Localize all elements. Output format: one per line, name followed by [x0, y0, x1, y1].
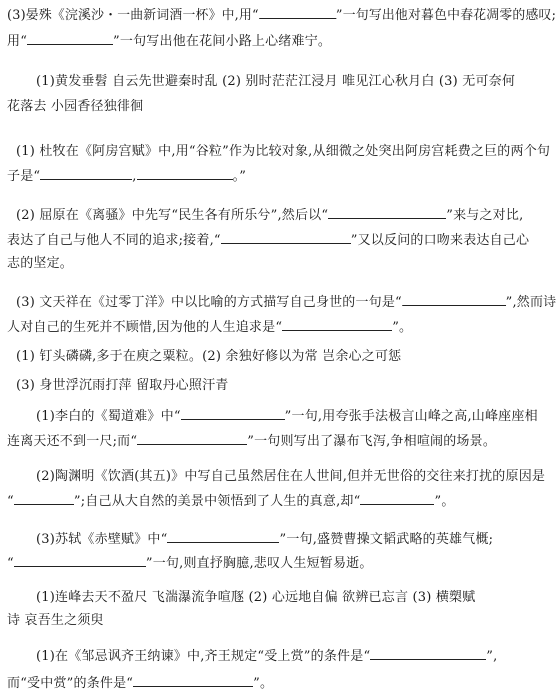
text-segment: “ [7, 494, 14, 509]
text-segment: 人对自己的生死并不顾惜,因为他的人生追求是“ [7, 320, 283, 335]
text-segment: ”。 [392, 320, 413, 335]
text-segment: 志的坚定。 [7, 256, 74, 271]
answer-blank[interactable] [259, 6, 336, 19]
q2-taoyuanming-line-2 [7, 492, 455, 510]
answer-blank[interactable] [40, 167, 132, 180]
q2-quyuan-line-1 [16, 206, 523, 224]
text-segment: ”;自己从大自然的美景中领悟到了人生的真意,却“ [73, 494, 361, 509]
text-segment: (1)连峰去天不盈尺 飞湍瀑流争喧豗 (2) 心远地自偏 欲辨已忘言 (3) 横槊赋 [36, 590, 476, 605]
answer-key-line-4 [16, 377, 228, 395]
q1-libai-line-2 [7, 432, 496, 450]
text-segment: (3) 文天祥在《过零丁洋》中以比喻的方式描写自己身世的一句是“ [16, 295, 402, 310]
answer-blank[interactable] [370, 647, 486, 660]
q3-wentianxiang-line-2 [7, 318, 412, 336]
q1-libai-line-1 [36, 407, 538, 425]
text-segment: (2)陶渊明《饮酒(其五)》中写自己虽然居住在人世间,但并无世俗的交往来打扰的原因是 [36, 469, 546, 484]
answer-key-line-3 [16, 348, 401, 366]
text-segment: (1) 钉头磷磷,多于在庾之粟粒。(2) 余独好修以为常 岂余心之可惩 [16, 349, 402, 364]
text-segment: (3) 身世浮沉雨打萍 留取丹心照汗青 [16, 378, 229, 393]
answer-blank[interactable] [137, 432, 247, 445]
answer-blank[interactable] [328, 206, 446, 219]
answer-blank[interactable] [14, 492, 74, 505]
q3-sushi-line-2 [7, 554, 373, 572]
text-segment: (1)黄发垂髫 自云先世避秦时乱 (2) 别时茫茫江浸月 唯见江心秋月白 (3) 无可奈何 [36, 74, 516, 89]
q1-zouji-line-1 [36, 647, 497, 665]
text-segment: ”,然而诗 [505, 295, 557, 310]
q1-dumu-line-2 [7, 167, 246, 185]
answer-blank[interactable] [14, 554, 146, 567]
text-segment: 连离天还不到一尺;而“ [7, 434, 138, 449]
text-segment: ”一句,用夸张手法极言山峰之高,山峰座座相 [284, 409, 538, 424]
answer-blank[interactable] [27, 32, 113, 45]
text-segment: (3)苏轼《赤壁赋》中“ [36, 532, 168, 547]
text-segment: ”一句则写出了瀑布飞泻,争相喧闹的场景。 [247, 434, 497, 449]
text-segment: ”一句,则直抒胸臆,悲叹人生短暂易逝。 [145, 556, 373, 571]
answer-blank[interactable] [181, 407, 285, 420]
answer-blank[interactable] [167, 530, 279, 543]
q3-sushi-line-1 [36, 530, 493, 548]
text-segment: 子是“ [7, 169, 41, 184]
answer-blank[interactable] [137, 167, 233, 180]
text-segment: (1) 杜牧在《阿房宫赋》中,用“谷粒”作为比较对象,从细微之处突出阿房宫耗费之巨的两个句 [16, 144, 551, 159]
text-segment: (1)李白的《蜀道难》中“ [36, 409, 181, 424]
q1-zouji-line-2 [7, 674, 273, 692]
text-segment: (2) 屈原在《离骚》中先写“民生各有所乐兮”,然后以“ [16, 208, 329, 223]
text-segment: ”一句写出他在花间小路上心绪难宁。 [113, 34, 332, 49]
q1-dumu-line-1 [16, 143, 550, 161]
text-segment: 而“受中赏”的条件是“ [7, 676, 134, 691]
answer-key-line-5 [36, 589, 475, 607]
text-segment: ”, [486, 649, 498, 664]
text-segment: ”。 [253, 676, 274, 691]
text-segment: ”来与之对比, [446, 208, 524, 223]
q3-yanshu-line-1 [7, 6, 556, 24]
answer-blank[interactable] [282, 318, 392, 331]
text-segment: (3)晏殊《浣溪沙・一曲新词酒一杯》中,用“ [7, 8, 259, 23]
q3-yanshu-line-2 [7, 32, 331, 50]
text-segment: 表达了自己与他人不同的追求;接着,“ [7, 233, 221, 248]
text-segment: 。” [232, 169, 247, 184]
text-segment: ”一句写出他对暮色中春花凋零的感叹; [335, 8, 557, 23]
q2-taoyuanming-line-1 [36, 468, 545, 486]
text-segment: ”又以反问的口吻来表达自己心 [350, 233, 530, 248]
answer-key-line-2 [7, 98, 143, 116]
text-segment: 用“ [7, 34, 28, 49]
text-segment: “ [7, 556, 14, 571]
answer-blank[interactable] [402, 293, 506, 306]
text-segment: 诗 哀吾生之须臾 [7, 613, 104, 628]
answer-blank[interactable] [133, 674, 253, 687]
answer-key-line-1 [36, 73, 515, 91]
q3-wentianxiang-line-1 [16, 293, 556, 311]
text-segment: 花落去 小园香径独徘徊 [7, 99, 144, 114]
q2-quyuan-line-3 [7, 255, 73, 273]
text-segment: , [132, 169, 137, 184]
answer-key-line-6 [7, 612, 104, 630]
text-segment: ”一句,盛赞曹操文韬武略的英雄气概; [279, 532, 494, 547]
answer-blank[interactable] [360, 492, 434, 505]
q2-quyuan-line-2 [7, 231, 529, 249]
text-segment: (1)在《邹忌讽齐王纳谏》中,齐王规定“受上赏”的条件是“ [36, 649, 371, 664]
answer-blank[interactable] [221, 231, 351, 244]
text-segment: ”。 [434, 494, 455, 509]
